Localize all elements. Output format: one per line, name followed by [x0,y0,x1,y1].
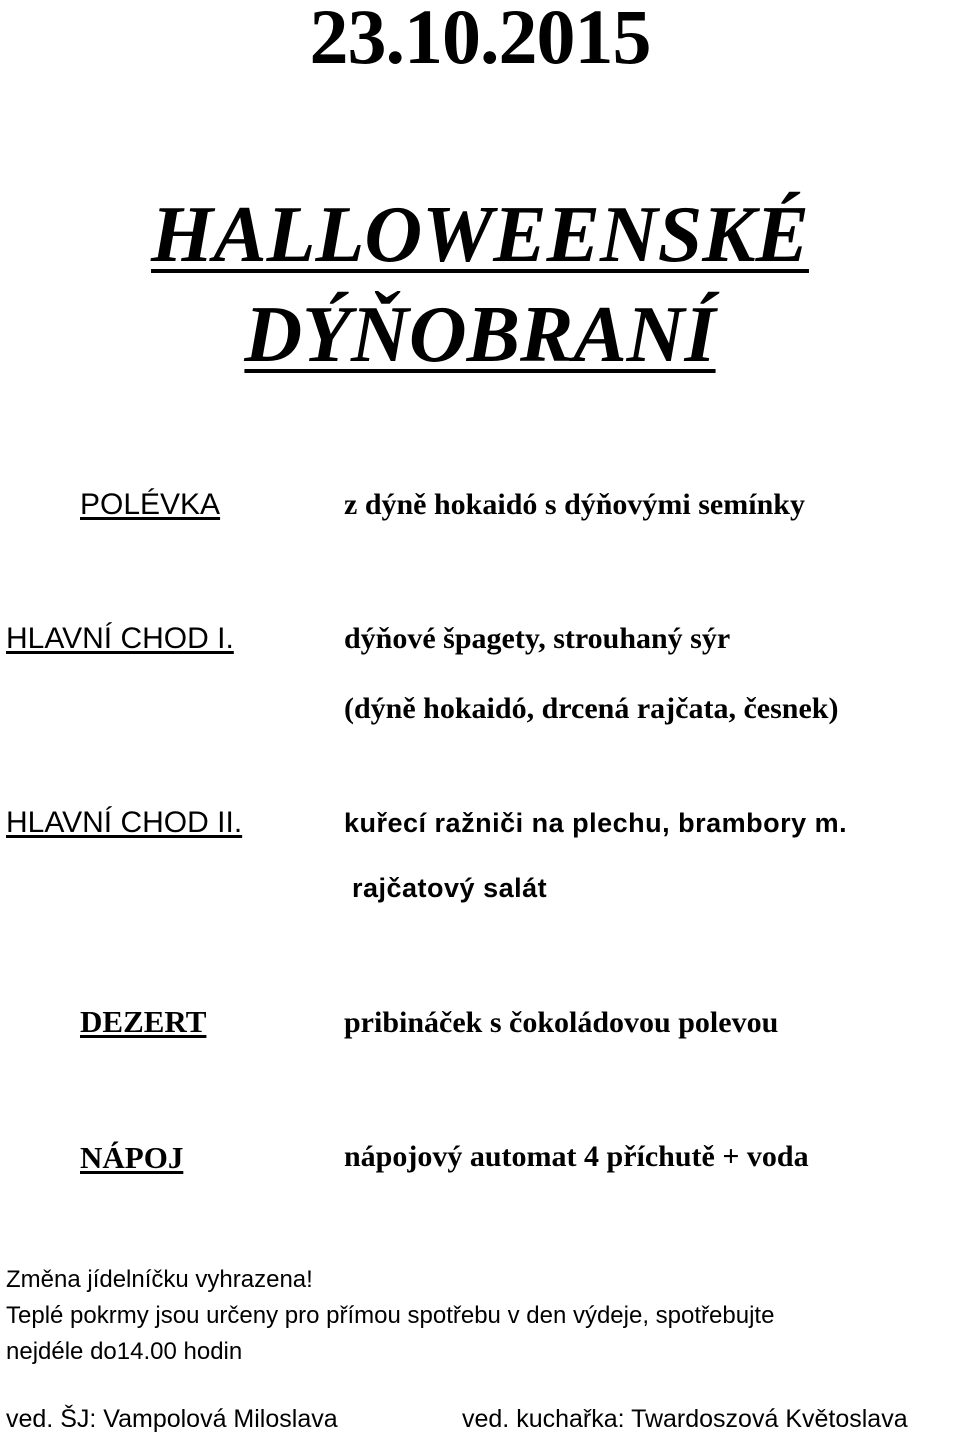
main-course-2-label: HLAVNÍ CHOD II. [6,806,243,839]
note-menu-change: Změna jídelníčku vyhrazena! [6,1266,313,1293]
signature-head-cook: ved. kuchařka: Twardoszová Květoslava [462,1405,908,1433]
main-course-2-side: rajčatový salát [352,873,548,903]
note-deadline: nejdéle do14.00 hodin [6,1338,243,1365]
main-course-2-dish: kuřecí ražniči na plechu, brambory m. [344,808,848,838]
main-course-1-ingredients: (dýně hokaidó, drcená rajčata, česnek) [344,692,839,725]
soup-label: POLÉVKA [80,488,221,521]
main-course-1-dish: dýňové špagety, strouhaný sýr [344,622,731,655]
title-line-2: DÝŇOBRANÍ [244,291,716,379]
soup-dish: z dýně hokaidó s dýňovými semínky [344,488,805,521]
title-line-1: HALLOWEENSKÉ [151,191,809,279]
menu-date: 23.10.2015 [309,0,651,80]
main-course-1-label: HLAVNÍ CHOD I. [6,622,234,655]
dessert-dish: pribináček s čokoládovou polevou [344,1006,779,1039]
note-consumption: Teplé pokrmy jsou určeny pro přímou spotřebu v den výdeje, spotřebujte [6,1302,775,1329]
dessert-label: DEZERT [80,1004,207,1039]
drink-dish: nápojový automat 4 příchutě + voda [344,1140,809,1173]
drink-label: NÁPOJ [80,1140,184,1175]
signature-canteen-head: ved. ŠJ: Vampolová Miloslava [6,1405,338,1433]
